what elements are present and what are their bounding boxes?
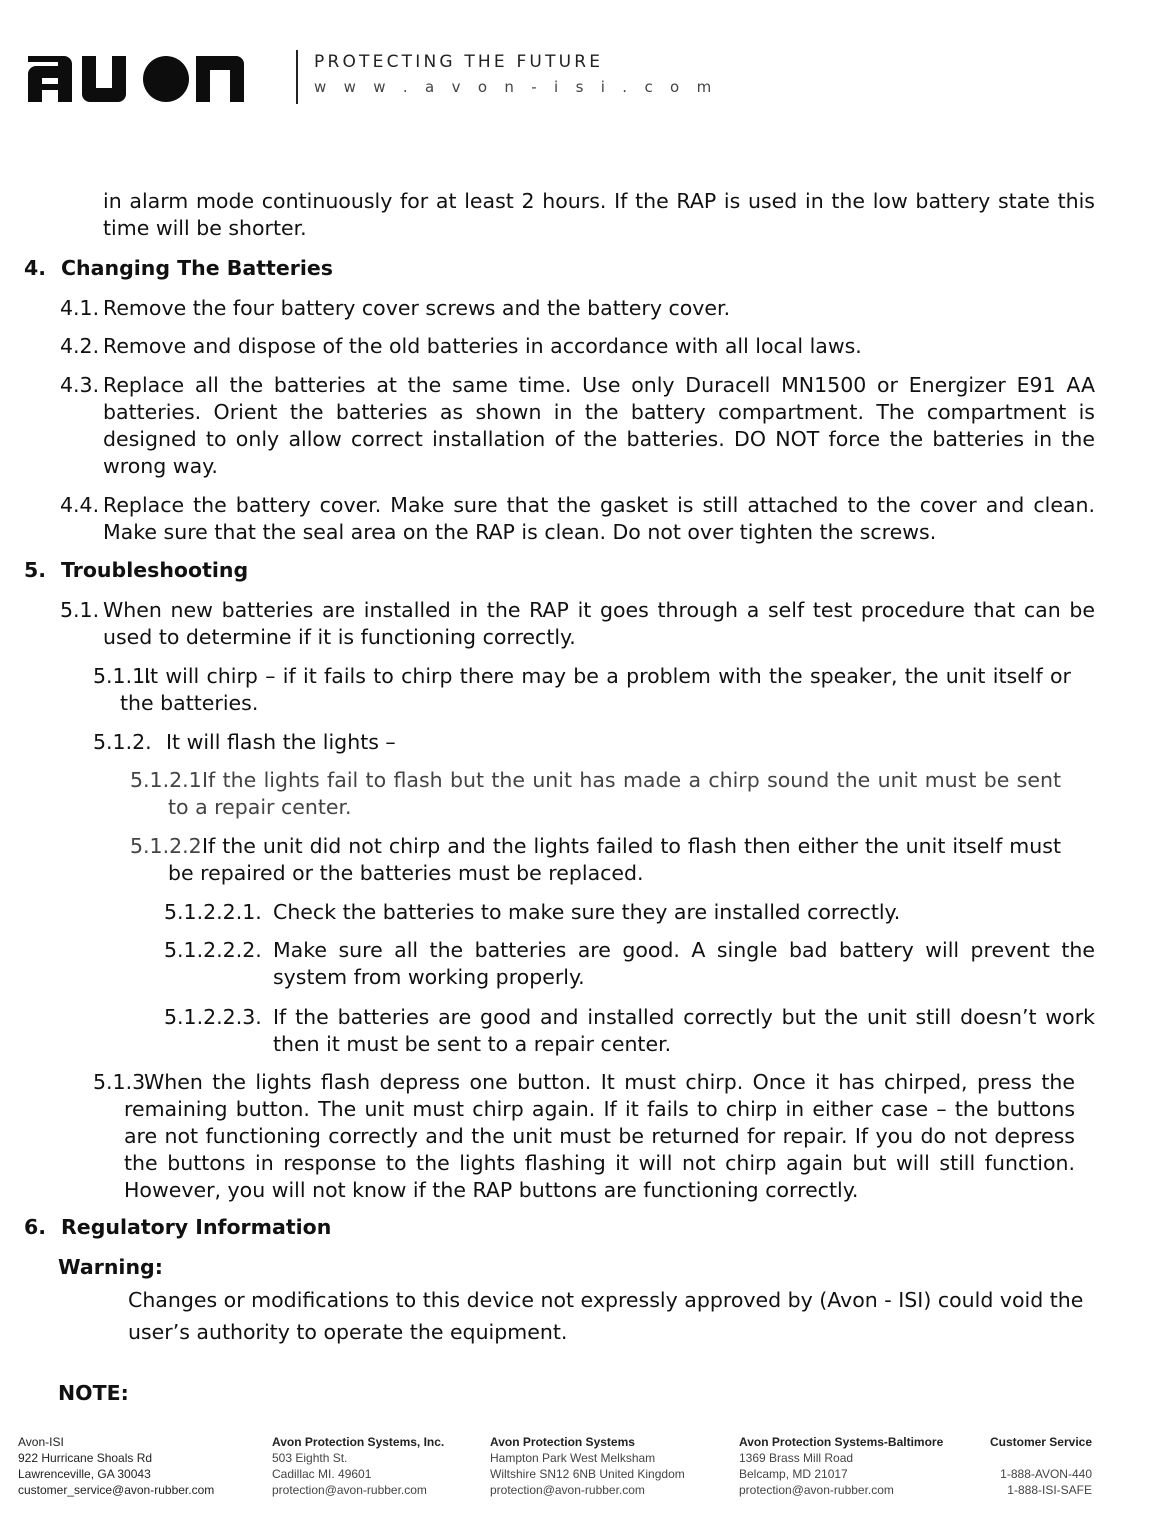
item-5-1-2-2-text: If the unit did not chirp and the lights failed to flash then either the unit itself must be repaired or the batteries must be replaced. (168, 834, 1061, 885)
item-4-2-number: 4.2. (60, 334, 100, 358)
footer-email: protection@avon-rubber.com (490, 1483, 645, 1497)
item-4-1-number: 4.1. (60, 296, 100, 320)
footer-address-aps-inc (272, 1434, 482, 1498)
item-4-2-text: Remove and dispose of the old batteries in accordance with all local laws. (103, 334, 862, 358)
footer-email: protection@avon-rubber.com (272, 1483, 427, 1497)
footer-street: 503 Eighth St. (272, 1451, 348, 1465)
page-footer (0, 1434, 1167, 1504)
item-5-1-2-2-3-number: 5.1.2.2.3. (164, 1005, 262, 1029)
note-label: NOTE: (58, 1381, 129, 1405)
footer-company: Avon Protection Systems, Inc. (272, 1435, 445, 1449)
item-5-1-number: 5.1. (60, 598, 100, 622)
page-header (24, 38, 724, 108)
item-5-1-3-number: 5.1.3. (93, 1070, 152, 1094)
footer-address-avon-isi (18, 1434, 248, 1498)
footer-company: Avon-ISI (18, 1435, 64, 1449)
footer-street: Hampton Park West Melksham (490, 1451, 656, 1465)
section-6-title: Regulatory Information (61, 1215, 332, 1239)
footer-company: Avon Protection Systems-Baltimore (739, 1435, 944, 1449)
item-5-1-2-1-text: If the lights fail to flash but the unit has made a chirp sound the unit must be sent to a repair center. (168, 768, 1061, 819)
item-5-1-2-2-1-text: Check the batteries to make sure they are installed correctly. (273, 900, 901, 924)
item-5-1-1-number: 5.1.1. (93, 664, 152, 688)
item-5-1-1-text: It will chirp – if it fails to chirp there may be a problem with the speaker, the unit itself or the batteries. (120, 664, 1071, 715)
footer-address-aps-baltimore (739, 1434, 969, 1498)
item-4-4-text: Replace the battery cover. Make sure that the gasket is still attached to the cover and clean. Make sure that the seal area on the RAP is clean. Do not over tighten the screws. (103, 493, 1095, 544)
footer-phone: 1-888-AVON-440 (1000, 1467, 1092, 1481)
section-5-number: 5. (24, 558, 47, 582)
item-5-1-2-2-3-text: If the batteries are good and installed correctly but the unit still doesn’t work then it must be sent to a repair center. (273, 1005, 1095, 1056)
footer-city: Belcamp, MD 21017 (739, 1467, 848, 1481)
footer-street: 922 Hurricane Shoals Rd (18, 1451, 153, 1465)
item-4-3-number: 4.3. (60, 373, 100, 397)
header-divider (296, 50, 298, 104)
item-5-1-2-text: It will flash the lights – (166, 730, 396, 754)
section-4-number: 4. (24, 256, 47, 280)
avon-logo (24, 42, 264, 102)
intro-paragraph: in alarm mode continuously for at least 2 hours. If the RAP is used in the low battery state this time will be shorter. (103, 189, 1095, 240)
footer-phone: 1-888-ISI-SAFE (1007, 1483, 1092, 1497)
website-url: w w w . a v o n - i s i . c o m (314, 78, 718, 96)
footer-street: 1369 Brass Mill Road (739, 1451, 854, 1465)
footer-city: Cadillac MI. 49601 (272, 1467, 372, 1481)
item-5-1-2-2-number: 5.1.2.2. (130, 834, 209, 858)
footer-customer-service (980, 1434, 1092, 1498)
item-5-1-2-number: 5.1.2. (93, 730, 152, 754)
footer-email: protection@avon-rubber.com (739, 1483, 894, 1497)
item-5-1-text: When new batteries are installed in the RAP it goes through a self test procedure that can be used to determine if it is functioning correctly. (103, 598, 1095, 649)
warning-text: Changes or modifications to this device not expressly approved by (Avon - ISI) could void the user’s authority to operate the equipment. (128, 1288, 1084, 1344)
item-5-1-3-text: When the lights flash depress one button. It must chirp. Once it has chirped, press the remaining button. The unit must chirp again. If it fails to chirp in either case – the buttons are not functioning correctly and the unit must be returned for repair. If you do not depress the buttons in response to the lights flashing it will not chirp again but will still function. However, you will not know if the RAP buttons are functioning correctly. (124, 1070, 1075, 1202)
footer-city: Lawrenceville, GA 30043 (18, 1467, 151, 1481)
footer-company: Customer Service (989, 1435, 1092, 1449)
section-4-title: Changing The Batteries (61, 256, 333, 280)
warning-label: Warning: (58, 1255, 163, 1279)
item-4-4-number: 4.4. (60, 493, 100, 517)
footer-city: Wiltshire SN12 6NB United Kingdom (490, 1467, 685, 1481)
section-5-title: Troubleshooting (61, 558, 249, 582)
footer-email: customer_service@avon-rubber.com (18, 1483, 215, 1497)
item-5-1-2-2-2-number: 5.1.2.2.2. (164, 938, 262, 962)
footer-address-aps-uk (490, 1434, 720, 1498)
section-6-number: 6. (24, 1215, 47, 1239)
item-5-1-2-1-number: 5.1.2.1. (130, 768, 209, 792)
item-5-1-2-2-2-text: Make sure all the batteries are good. A single bad battery will prevent the system from working properly. (273, 938, 1095, 989)
item-4-3-text: Replace all the batteries at the same time. Use only Duracell MN1500 or Energizer E91 AA batteries. Orient the batteries as shown in the battery compartment. The compartment is designed to only allow correct installation of the batteries. DO NOT force the batteries in the wrong way. (103, 373, 1095, 478)
footer-company: Avon Protection Systems (490, 1435, 635, 1449)
tagline: PROTECTING THE FUTURE (314, 52, 604, 72)
item-5-1-2-2-1-number: 5.1.2.2.1. (164, 900, 262, 924)
item-4-1-text: Remove the four battery cover screws and the battery cover. (103, 296, 731, 320)
